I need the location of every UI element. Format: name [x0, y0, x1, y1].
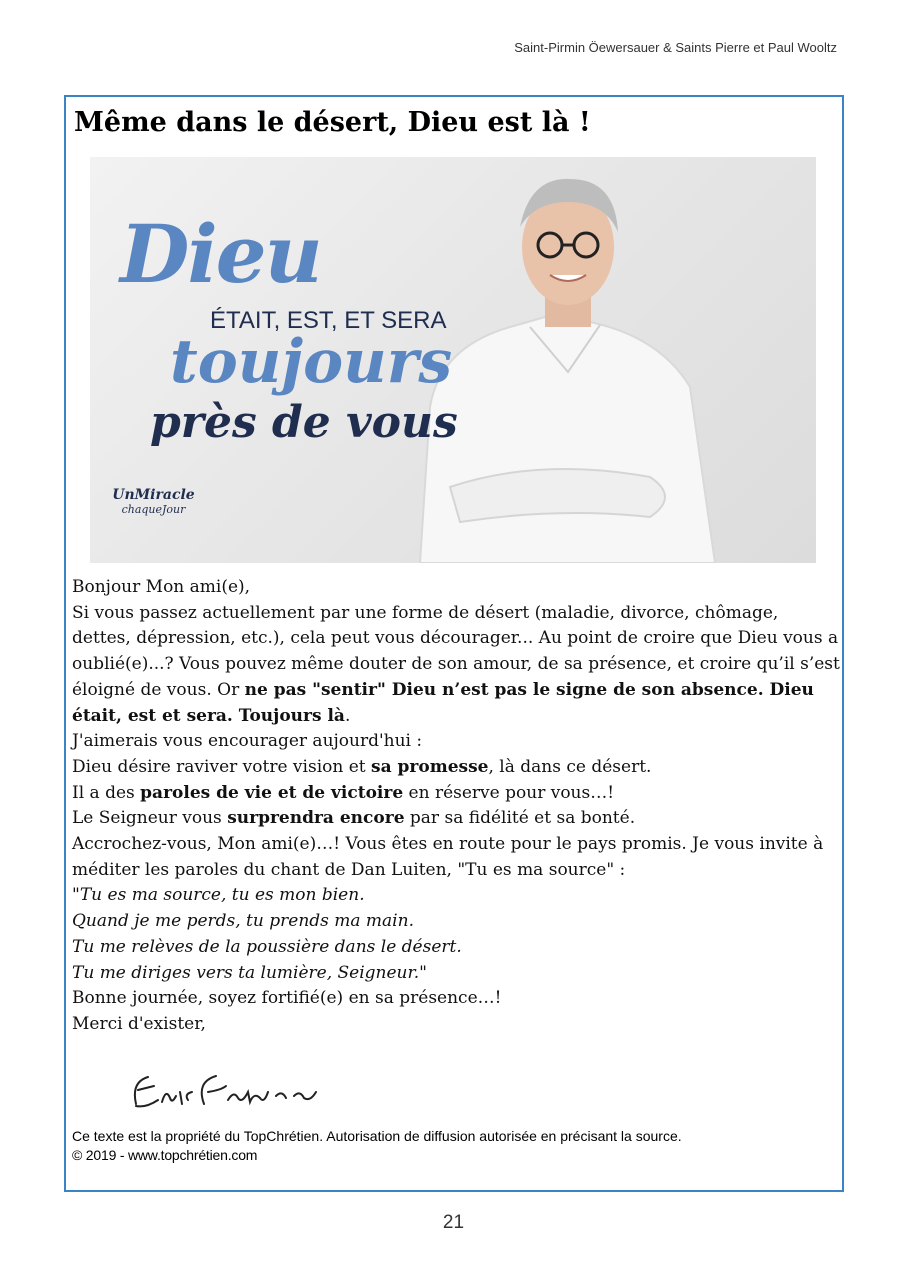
banner-image [90, 157, 816, 563]
quote-line-1: "Tu es ma source, tu es mon bien. [72, 885, 365, 906]
paragraph-paroles-bold: paroles de vie et de victoire [140, 782, 404, 803]
article-body [72, 575, 842, 1038]
greeting: Bonjour Mon ami(e), [72, 577, 251, 597]
page-number: 21 [442, 1212, 465, 1233]
signature-image [126, 1062, 326, 1122]
banner-logo-line1: UnMiracle [112, 487, 195, 503]
paragraph-desert-c: . [344, 705, 351, 726]
paragraph-vision [72, 755, 842, 781]
paragraph-desert-a: Si vous passez actuellement par une forme de désert (maladie, divorce, chômage, dettes, dépression, etc.), cela peut vous décourager... Au point de croire que Dieu vous a oublié(e)...? Vous pouvez même douter de son amour, de sa présence, et croire qu’il s’est éloigné de vous. Or [72, 602, 840, 700]
quote-line-2: Quand je me perds, tu prends ma main. [72, 911, 414, 932]
paragraph-seigneur [72, 806, 842, 832]
page-header: Saint-Pirmin Öewersauer & Saints Pierre et Paul Wooltz [514, 40, 837, 55]
man-figure [420, 179, 715, 563]
rights-text: Ce texte est la propriété du TopChrétien. Autorisation de diffusion autorisée en précisant la source. [72, 1128, 682, 1144]
banner-line-2: ÉTAIT, EST, ET SERA [210, 307, 447, 334]
article-title: Même dans le désert, Dieu est là ! [74, 107, 591, 138]
banner-word-dieu: Dieu [120, 207, 321, 301]
paragraph-desert-bold: ne pas "sentir" Dieu n’est pas le signe de son absence. Dieu était, est et sera. Toujours là [72, 679, 814, 726]
banner-line-4: près de vous [150, 397, 458, 448]
paragraph-accrochez: Accrochez-vous, Mon ami(e)…! Vous êtes en route pour le pays promis. Je vous invite à méditer les paroles du chant de Dan Luiten, "Tu es ma source" : [72, 834, 824, 880]
article-frame [64, 95, 844, 1192]
paragraph-vision-a: Dieu désire raviver votre vision et [72, 756, 372, 777]
paragraph-vision-c: , là dans ce désert. [488, 756, 652, 777]
quote-line-4: Tu me diriges vers ta lumière, Seigneur." [72, 962, 427, 983]
paragraph-paroles-a: Il a des [72, 782, 141, 803]
paragraph-encourage: J'aimerais vous encourager aujourd'hui : [72, 731, 423, 752]
paragraph-seigneur-bold: surprendra encore [227, 808, 405, 829]
signature-drawing [126, 1062, 326, 1122]
paragraph-seigneur-c: par sa fidélité et sa bonté. [404, 808, 636, 829]
paragraph-merci: Merci d'exister, [72, 1013, 206, 1034]
rights-notice [72, 1127, 682, 1165]
paragraph-bonne-journee: Bonne journée, soyez fortifié(e) en sa présence…! [72, 988, 502, 1009]
banner-word-toujours: toujours [170, 327, 453, 397]
quote-line-3: Tu me relèves de la poussière dans le désert. [72, 936, 462, 957]
paragraph-paroles [72, 781, 842, 807]
banner-logo-line2: chaqueJour [121, 503, 186, 516]
paragraph-desert [72, 601, 842, 730]
paragraph-vision-bold: sa promesse [371, 756, 489, 777]
banner-logo [106, 487, 201, 516]
copyright-line: © 2019 - www.topchrétien.com [72, 1147, 258, 1163]
paragraph-seigneur-a: Le Seigneur vous [72, 808, 228, 829]
paragraph-paroles-c: en réserve pour vous…! [403, 782, 615, 803]
